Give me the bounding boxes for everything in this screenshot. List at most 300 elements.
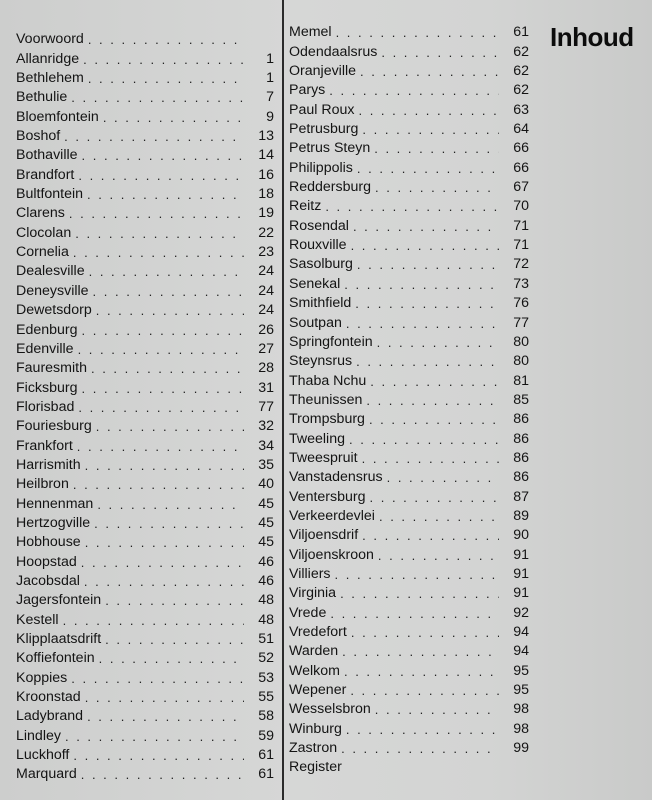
entry-name: Rouxville: [289, 237, 347, 254]
contents-entry: [16, 706, 274, 725]
dot-leader: [358, 102, 499, 119]
entry-name: Kestell: [16, 611, 59, 628]
entry-name: Philippolis: [289, 159, 353, 176]
contents-entry: [289, 525, 529, 544]
contents-entry: [289, 564, 529, 583]
contents-entry: [16, 203, 274, 222]
contents-entry: [16, 764, 274, 783]
entry-name: Heilbron: [16, 476, 69, 493]
dot-leader: [357, 256, 499, 273]
entry-page-number: 32: [258, 418, 274, 435]
entry-page-number: 16: [258, 166, 274, 183]
contents-entry: [16, 145, 274, 164]
dot-leader: [63, 612, 244, 629]
entry-page-number: 53: [258, 669, 274, 686]
dot-leader: [362, 121, 499, 138]
entry-name: Clocolan: [16, 224, 72, 241]
contents-entry: [16, 358, 274, 377]
dot-leader: [370, 489, 499, 506]
entry-page-number: 1: [266, 50, 274, 67]
entry-name: Rosendal: [289, 217, 349, 234]
contents-entry: [289, 22, 529, 41]
entry-page-number: 90: [513, 527, 529, 544]
dot-leader: [342, 643, 499, 660]
entry-name: Edenville: [16, 340, 74, 357]
entry-page-number: 45: [258, 534, 274, 551]
entry-page-number: 26: [258, 321, 274, 338]
contents-entry: [16, 319, 274, 338]
dot-leader: [85, 534, 244, 551]
dot-leader: [340, 585, 499, 602]
entry-page-number: 24: [258, 302, 274, 319]
contents-entry: [289, 351, 529, 370]
entry-name: Vanstadensrus: [289, 469, 383, 486]
contents-entry: [289, 660, 529, 679]
dot-leader: [370, 373, 499, 390]
entry-page-number: 70: [513, 198, 529, 215]
contents-entry: [16, 745, 274, 764]
column-divider: [282, 0, 284, 800]
contents-entry: [289, 622, 529, 641]
contents-entry: [289, 215, 529, 234]
contents-entry: [16, 571, 274, 590]
contents-entry: [16, 339, 274, 358]
entry-page-number: 66: [513, 140, 529, 157]
dot-leader: [329, 82, 499, 99]
entry-page-number: 81: [513, 372, 529, 389]
contents-entry: [289, 718, 529, 737]
entry-name: Steynsrus: [289, 353, 353, 370]
dot-leader: [387, 469, 499, 486]
dot-leader: [349, 431, 499, 448]
dot-leader: [85, 689, 244, 706]
contents-entry: [289, 409, 529, 428]
entry-name: Viljoensdrif: [289, 527, 359, 544]
entry-name: Winburg: [289, 720, 342, 737]
dot-leader: [105, 592, 244, 609]
contents-entry: [289, 738, 529, 757]
contents-entry: [16, 377, 274, 396]
entry-page-number: 86: [513, 469, 529, 486]
entry-name: Verkeerdevlei: [289, 507, 375, 524]
contents-entry: [16, 725, 274, 744]
contents-entry: [16, 280, 274, 299]
contents-entry: [289, 602, 529, 621]
entry-name: Jagersfontein: [16, 592, 102, 609]
entry-name: Vrede: [289, 604, 327, 621]
contents-entry: [16, 164, 274, 183]
dot-leader: [99, 650, 244, 667]
dot-leader: [75, 225, 244, 242]
contents-entry: [16, 551, 274, 570]
contents-entry: [289, 235, 529, 254]
contents-list-left: [16, 29, 274, 783]
entry-page-number: 85: [513, 391, 529, 408]
entry-page-number: 62: [513, 82, 529, 99]
entry-page-number: 91: [513, 565, 529, 582]
contents-entry: [16, 416, 274, 435]
dot-leader: [378, 547, 499, 564]
entry-name: Hoopstad: [16, 553, 77, 570]
dot-leader: [362, 450, 499, 467]
contents-entry: [16, 687, 274, 706]
entry-name: Ventersburg: [289, 488, 366, 505]
entry-page-number: 94: [513, 643, 529, 660]
entry-page-number: 72: [513, 256, 529, 273]
dot-leader: [381, 44, 499, 61]
contents-entry: [289, 293, 529, 312]
dot-leader: [84, 573, 244, 590]
dot-leader: [87, 708, 244, 725]
dot-leader: [344, 276, 499, 293]
dot-leader: [89, 263, 244, 280]
dot-leader: [335, 566, 499, 583]
entry-name: Tweeling: [289, 430, 345, 447]
entry-name: Bothaville: [16, 147, 78, 164]
dot-leader: [356, 353, 499, 370]
entry-name: Koffiefontein: [16, 650, 95, 667]
dot-leader: [81, 766, 244, 783]
entry-page-number: 91: [513, 546, 529, 563]
entry-page-number: 62: [513, 63, 529, 80]
contents-entry: [289, 641, 529, 660]
entry-page-number: 73: [513, 275, 529, 292]
entry-page-number: 98: [513, 701, 529, 718]
entry-page-number: 76: [513, 295, 529, 312]
contents-entry: [289, 177, 529, 196]
dot-leader: [357, 160, 499, 177]
entry-page-number: 86: [513, 430, 529, 447]
entry-name: Voorwoord: [16, 31, 84, 48]
dot-leader: [73, 747, 244, 764]
entry-page-number: 63: [513, 101, 529, 118]
contents-entry: [289, 699, 529, 718]
entry-page-number: 86: [513, 449, 529, 466]
contents-entry: [16, 513, 274, 532]
entry-page-number: 9: [266, 108, 274, 125]
entry-name: Virginia: [289, 585, 337, 602]
dot-leader: [82, 147, 244, 164]
contents-entry: [289, 80, 529, 99]
entry-page-number: 92: [513, 604, 529, 621]
contents-entry: [16, 590, 274, 609]
entry-page-number: 24: [258, 263, 274, 280]
contents-entry: [16, 435, 274, 454]
entry-page-number: 87: [513, 488, 529, 505]
entry-page-number: 34: [258, 437, 274, 454]
entry-name: Clarens: [16, 205, 65, 222]
entry-page-number: 31: [258, 379, 274, 396]
entry-page-number: 24: [258, 282, 274, 299]
contents-entry: [16, 397, 274, 416]
dot-leader: [93, 283, 244, 300]
dot-leader: [91, 360, 244, 377]
contents-entry: [289, 680, 529, 699]
contents-entry: [289, 544, 529, 563]
entry-page-number: 95: [513, 662, 529, 679]
entry-page-number: 62: [513, 43, 529, 60]
entry-page-number: 48: [258, 611, 274, 628]
entry-page-number: 61: [513, 24, 529, 41]
contents-entry: [16, 87, 274, 106]
entry-name: Dewetsdorp: [16, 302, 92, 319]
entry-name: Hobhouse: [16, 534, 81, 551]
dot-leader: [69, 205, 244, 222]
contents-entry: [16, 48, 274, 67]
entry-name: Springfontein: [289, 333, 373, 350]
entry-name: Memel: [289, 24, 332, 41]
entry-name: Deneysville: [16, 282, 89, 299]
contents-entry: [289, 119, 529, 138]
contents-entry: [289, 157, 529, 176]
dot-leader: [65, 728, 244, 745]
dot-leader: [325, 198, 499, 215]
entry-name: Bethlehem: [16, 70, 84, 87]
entry-page-number: 64: [513, 121, 529, 138]
entry-page-number: 95: [513, 682, 529, 699]
dot-leader: [78, 341, 244, 358]
entry-name: Allanridge: [16, 50, 80, 67]
entry-name: Paul Roux: [289, 101, 355, 118]
entry-name: Frankfort: [16, 437, 73, 454]
entry-name: Smithfield: [289, 295, 352, 312]
dot-leader: [350, 682, 499, 699]
dot-leader: [341, 740, 499, 757]
contents-entry: [289, 428, 529, 447]
contents-entry: [16, 300, 274, 319]
dot-leader: [71, 89, 244, 106]
dot-leader: [336, 24, 499, 41]
entry-page-number: 1: [266, 70, 274, 87]
entry-name: Sasolburg: [289, 256, 353, 273]
contents-entry: [289, 41, 529, 60]
entry-name: Reddersburg: [289, 179, 372, 196]
contents-entry: [16, 29, 274, 48]
entry-page-number: 23: [258, 244, 274, 261]
entry-name: Edenburg: [16, 321, 78, 338]
entry-page-number: 13: [258, 128, 274, 145]
dot-leader: [355, 295, 499, 312]
dot-leader: [346, 721, 499, 738]
entry-name: Welkom: [289, 662, 340, 679]
dot-leader: [353, 218, 499, 235]
entry-page-number: 71: [513, 237, 529, 254]
entry-page-number: 77: [258, 398, 274, 415]
dot-leader: [103, 109, 244, 126]
contents-entry: [16, 532, 274, 551]
entry-name: Bultfontein: [16, 186, 84, 203]
dot-leader: [96, 302, 244, 319]
entry-page-number: 66: [513, 159, 529, 176]
contents-entry: [289, 196, 529, 215]
dot-leader: [88, 70, 244, 87]
entry-name: Wesselsbron: [289, 701, 371, 718]
entry-name: Reitz: [289, 198, 322, 215]
dot-leader: [87, 186, 244, 203]
entry-name: Jacobsdal: [16, 572, 80, 589]
contents-entry: [289, 99, 529, 118]
entry-page-number: 45: [258, 495, 274, 512]
contents-entry: [289, 312, 529, 331]
entry-page-number: 89: [513, 507, 529, 524]
entry-name: Villiers: [289, 565, 331, 582]
contents-entry: [16, 261, 274, 280]
entry-page-number: 86: [513, 411, 529, 428]
entry-page-number: 99: [513, 740, 529, 757]
dot-leader: [64, 128, 244, 145]
dot-leader: [82, 322, 244, 339]
contents-entry: [16, 222, 274, 241]
entry-page-number: 22: [258, 224, 274, 241]
entry-page-number: 71: [513, 217, 529, 234]
dot-leader: [73, 476, 244, 493]
entry-page-number: 67: [513, 179, 529, 196]
dot-leader: [366, 392, 499, 409]
entry-name: Warden: [289, 643, 339, 660]
contents-entry: [16, 242, 274, 261]
entry-name: Harrismith: [16, 456, 81, 473]
entry-name: Wepener: [289, 682, 347, 699]
contents-entry: [16, 455, 274, 474]
contents-entry: [289, 254, 529, 273]
dot-leader: [97, 496, 244, 513]
contents-list-right: [289, 22, 529, 776]
entry-page-number: 80: [513, 353, 529, 370]
contents-entry: [289, 390, 529, 409]
dot-leader: [362, 527, 499, 544]
entry-page-number: 19: [258, 205, 274, 222]
dot-leader: [88, 31, 244, 48]
contents-entry: [16, 667, 274, 686]
entry-page-number: 35: [258, 456, 274, 473]
dot-leader: [73, 244, 244, 261]
entry-page-number: 61: [258, 766, 274, 783]
entry-name: Florisbad: [16, 398, 75, 415]
dot-leader: [344, 663, 499, 680]
contents-entry: [16, 493, 274, 512]
contents-entry: [289, 467, 529, 486]
page-heading: Inhoud: [550, 22, 634, 52]
entry-page-number: 18: [258, 186, 274, 203]
entry-page-number: 61: [258, 747, 274, 764]
contents-entry: [16, 629, 274, 648]
entry-name: Theunissen: [289, 391, 363, 408]
dot-leader: [77, 438, 244, 455]
entry-name: Dealesville: [16, 263, 85, 280]
dot-leader: [71, 670, 244, 687]
entry-page-number: 46: [258, 553, 274, 570]
entry-name: Marquard: [16, 766, 77, 783]
dot-leader: [330, 605, 499, 622]
entry-page-number: 58: [258, 708, 274, 725]
contents-entry: [289, 61, 529, 80]
entry-name: Thaba Nchu: [289, 372, 367, 389]
contents-entry: [16, 68, 274, 87]
dot-leader: [375, 179, 499, 196]
dot-leader: [85, 457, 244, 474]
dot-leader: [360, 63, 499, 80]
contents-entry: [16, 609, 274, 628]
entry-page-number: 80: [513, 333, 529, 350]
dot-leader: [96, 418, 244, 435]
dot-leader: [369, 411, 499, 428]
entry-name: Viljoenskroon: [289, 546, 374, 563]
entry-page-number: 46: [258, 572, 274, 589]
dot-leader: [78, 399, 244, 416]
dot-leader: [351, 237, 499, 254]
entry-page-number: 45: [258, 514, 274, 531]
entry-name: Tweespruit: [289, 449, 358, 466]
dot-leader: [82, 380, 245, 397]
entry-name: Klipplaatsdrift: [16, 631, 102, 647]
entry-name: Fauresmith: [16, 360, 87, 377]
entry-name: Senekal: [289, 275, 341, 292]
dot-leader: [78, 167, 244, 184]
dot-leader: [375, 701, 499, 718]
entry-page-number: 7: [266, 89, 274, 106]
entry-page-number: 52: [258, 650, 274, 667]
entry-name: Brandfort: [16, 166, 75, 183]
entry-name: Bethulie: [16, 89, 68, 106]
entry-name: Fouriesburg: [16, 418, 92, 435]
entry-page-number: 77: [513, 314, 529, 331]
entry-name: Zastron: [289, 740, 338, 757]
contents-entry: [289, 757, 529, 776]
entry-page-number: 91: [513, 585, 529, 602]
entry-page-number: 28: [258, 360, 274, 377]
entry-page-number: 98: [513, 720, 529, 737]
dot-leader: [105, 631, 244, 648]
dot-leader: [379, 508, 499, 525]
entry-name: Register: [289, 759, 342, 776]
entry-name: Hertzogville: [16, 514, 91, 531]
contents-entry: [289, 370, 529, 389]
entry-name: Lindley: [16, 727, 61, 744]
contents-entry: [289, 332, 529, 351]
entry-page-number: 27: [258, 340, 274, 357]
entry-name: Ladybrand: [16, 708, 84, 725]
entry-name: Cornelia: [16, 244, 69, 261]
contents-entry: [289, 506, 529, 525]
entry-name: Kroonstad: [16, 689, 81, 706]
entry-page-number: 94: [513, 624, 529, 640]
entry-name: Soutpan: [289, 314, 342, 331]
entry-page-number: 14: [258, 147, 274, 164]
entry-name: Trompsburg: [289, 411, 365, 428]
entry-name: Luckhoff: [16, 747, 70, 764]
entry-name: Boshof: [16, 128, 61, 145]
entry-name: Odendaalsrus: [289, 43, 378, 60]
entry-page-number: 48: [258, 592, 274, 609]
entry-page-number: 40: [258, 476, 274, 493]
contents-entry: [16, 106, 274, 125]
entry-name: Petrus Steyn: [289, 140, 371, 157]
dot-leader: [346, 315, 499, 332]
dot-leader: [374, 140, 499, 157]
dot-leader: [351, 624, 499, 641]
entry-name: Oranjeville: [289, 63, 357, 80]
entry-name: Hennenman: [16, 495, 94, 512]
entry-name: Vredefort: [289, 624, 347, 640]
entry-page-number: 59: [258, 727, 274, 744]
entry-page-number: 55: [258, 689, 274, 706]
contents-entry: [289, 448, 529, 467]
dot-leader: [377, 334, 499, 351]
entry-name: Ficksburg: [16, 379, 78, 396]
contents-entry: [289, 138, 529, 157]
dot-leader: [94, 515, 244, 532]
dot-leader: [81, 554, 244, 571]
